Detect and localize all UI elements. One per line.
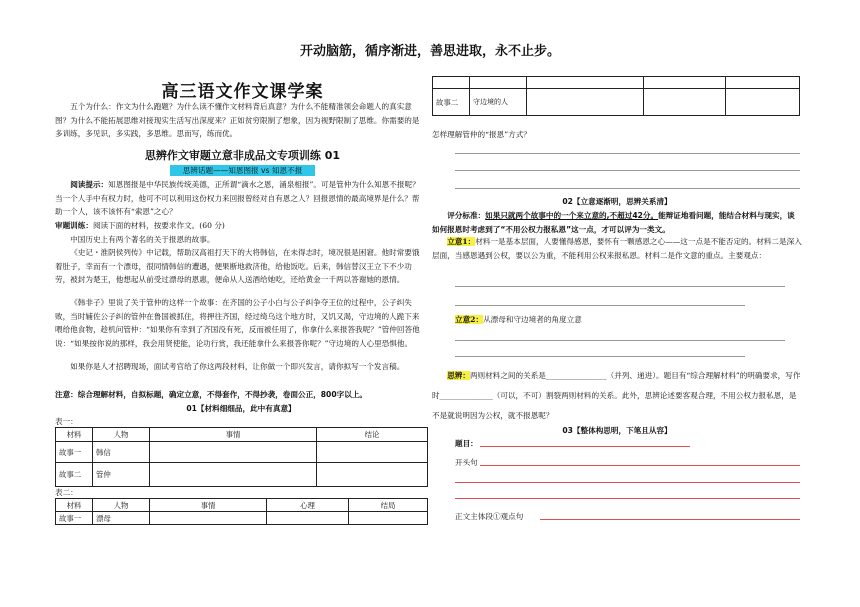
table1-cell: 故事一	[56, 442, 93, 463]
table1-cell[interactable]	[317, 463, 428, 487]
table2-cell[interactable]	[527, 89, 644, 116]
idea-two-label: 立意2：	[455, 315, 484, 324]
opening-line[interactable]	[480, 465, 800, 466]
section-03-heading: 03【整体构思明，下笔且从容】	[562, 426, 672, 435]
table1-header: 事情	[150, 428, 317, 442]
table1-cell[interactable]	[150, 442, 317, 463]
table1-cell: 韩信	[93, 442, 150, 463]
material-intro: 中国历史上有两个著名的关于报恩的故事。	[70, 235, 215, 244]
thinking-text: 两则材料之间的关系是________________（并列、递进）。题目有“综合理解材料”的明确要求，写作时______________（可以，不可）割裂两则材料的关系。此外，思辨论述要客观合理，不用公权力报私恩，是不是就说明因为公权，就不报恩呢？	[432, 371, 801, 420]
page-motto: 开动脑筋，循序渐进，善思进取，永不止步。	[299, 44, 560, 59]
writing-line[interactable]	[455, 498, 800, 499]
answer-line[interactable]	[455, 286, 785, 287]
writing-note: 注意：综合理解材料，自拟标题，确定立意，不得套作，不得抄袭，卷面公正，800字以上。	[55, 390, 368, 399]
idea-two-paragraph	[455, 313, 800, 327]
table-one	[55, 427, 428, 487]
criteria-underlined: 如果只就两个故事中的一个来立意的,不超过42分。	[485, 211, 659, 220]
criteria-paragraph	[432, 209, 802, 236]
idea-one-label: 立意1：	[447, 237, 476, 246]
material-two: 《韩非子》里说了关于管仲的这样一个故事：在齐国的公子小白与公子纠争夺王位的过程中，公子纠失败，当时辅佐公子纠的管仲在鲁国被抓住，将押往齐国，经过绮乌这个地方时，又饥又渴，守边境的人跪下来喂给他食物，趁机问管仲：“如果你有幸到了齐国没有死，反而被任用了，你拿什么来报答我呢？”管仲回答他说：“如果按你说的那样，我会用贤使能，论功行赏，我还能拿什么来报答你呢？”守边境的人心里恐惧他。	[55, 298, 420, 348]
opening-sentence-label: 开头句	[455, 458, 478, 467]
table2-cell: 守边境的人	[470, 89, 527, 116]
reading-tip-label: 阅读提示：	[70, 180, 109, 189]
body-line[interactable]	[540, 519, 800, 520]
table2-cell[interactable]	[267, 512, 349, 525]
table2-header: 事情	[150, 499, 267, 512]
task-label: 审题训练：	[55, 221, 93, 230]
table-row	[56, 463, 428, 487]
table1-header: 结论	[317, 428, 428, 442]
question-one: 怎样理解管仲的“报恩”方式？	[432, 130, 531, 139]
table-row	[56, 442, 428, 463]
table2-cell[interactable]	[150, 512, 267, 525]
table1-cell[interactable]	[317, 442, 428, 463]
answer-line[interactable]	[455, 340, 785, 341]
body-paragraph-label: 正文主体段①观点句	[455, 512, 524, 521]
thinking-paragraph	[432, 366, 802, 426]
table1-cell: 故事二	[56, 463, 93, 487]
table-row	[56, 512, 428, 525]
table2-cell[interactable]	[644, 89, 726, 116]
idea-one-text: 材料一是基本层面，人要懂得感恩，要怀有一颗感恩之心——这一点是不能否定的。材料二是深入层面，当感恩遇到公权，要以公为重，不能利用公权来报私恩。材料二是作文意的重点。主要观点：	[432, 237, 802, 260]
answer-line[interactable]	[455, 356, 745, 357]
table1-cell[interactable]	[150, 463, 317, 487]
criteria-label: 评分标准：	[447, 211, 486, 220]
table-two-continued	[432, 76, 800, 116]
section-01-heading: 01【材料细细品，此中有真意】	[186, 404, 296, 413]
section-02-heading: 02【立意逐渐明，思辨关系清】	[562, 197, 672, 206]
essay-title-label: 题目：	[455, 439, 478, 448]
idea-one-paragraph	[432, 235, 802, 262]
answer-line[interactable]	[455, 153, 800, 154]
page-title: 高三语文作文课学案	[161, 82, 324, 102]
task-line	[55, 219, 427, 233]
training-subtitle: 思辨作文审题立意非成品文专项训练 01	[144, 149, 341, 162]
table1-cell: 管仲	[93, 463, 150, 487]
table1-header: 材料	[56, 428, 93, 442]
table2-cell[interactable]	[349, 512, 428, 525]
intro-paragraph: 五个为什么：作文为什么跑题？为什么读不懂作文材料背后真意？为什么不能精准领会命题人的真实意图？为什么不能拓展思维对接现实生活写出深度来？正如贫穷限制了想象，因为视野限制了思维。你需要的是多训练，多见识，多实践，多思维。思而写，练而优。	[55, 102, 420, 139]
table2-cell[interactable]	[726, 89, 800, 116]
answer-line[interactable]	[455, 305, 745, 306]
reading-tip	[55, 178, 427, 219]
table2-header: 结局	[349, 499, 428, 512]
reading-tip-text: 知恩图报是中华民族传统美德，正所谓“滴水之恩，涌泉相报”。可是管仲为什么知恩不报呢？当一个人手中有权力时，他可不可以利用这份权力来回报曾经对自有恩之人？回报恩情的最高境界是什么？帮助一个人，该不该怀有“索恩”之心？	[55, 180, 420, 217]
table1-header: 人物	[93, 428, 150, 442]
task-text: 阅读下面的材料，按要求作文。(60 分)	[92, 221, 225, 230]
topic-banner: 思辨话题——知恩图报 vs 知恩不报	[170, 165, 315, 176]
table2-cell: 故事一	[56, 512, 93, 525]
material-prompt: 如果你是人才招聘现场，面试考官给了你这两段材料，让你做一个即兴发言，请你拟写一个发言稿。	[70, 362, 405, 371]
table2-cell: 漂母	[93, 512, 150, 525]
table-row	[433, 89, 800, 116]
table2-header: 材料	[56, 499, 93, 512]
thinking-label: 思辨：	[447, 371, 470, 380]
writing-line[interactable]	[455, 482, 800, 483]
material-one: 《史记・淮阴侯列传》中记载，帮助汉高祖打天下的大将韩信，在未得志时，境况很是困窘。他时常要饿着肚子，幸而有一个漂母，很同情韩信的遭遇，便果断地救济他，给他饭吃。后来，韩信替汉王立下不少功劳，被封为楚王，他想起从前受过漂母的恩惠，便命从人送酒给她吃，还给黄金一千两以答谢她的恩情。	[55, 248, 420, 285]
table2-header: 人物	[93, 499, 150, 512]
table2-header: 心理	[267, 499, 349, 512]
table-two	[55, 498, 428, 525]
table1-label: 表一：	[55, 417, 78, 426]
answer-line[interactable]	[455, 170, 800, 171]
idea-two-text: 从漂母和守边境者的角度立意	[483, 315, 582, 324]
criteria-text: 能辩证地看问题，能结合材料与现实，谈如何报恩时考虑到了“不用公权力报私恩”这一点，才可以评为一类文。	[432, 211, 795, 234]
essay-title-line[interactable]	[480, 446, 690, 447]
table2-label: 表二：	[55, 488, 78, 497]
table2-cell: 故事二	[433, 89, 470, 116]
answer-line[interactable]	[455, 188, 800, 189]
